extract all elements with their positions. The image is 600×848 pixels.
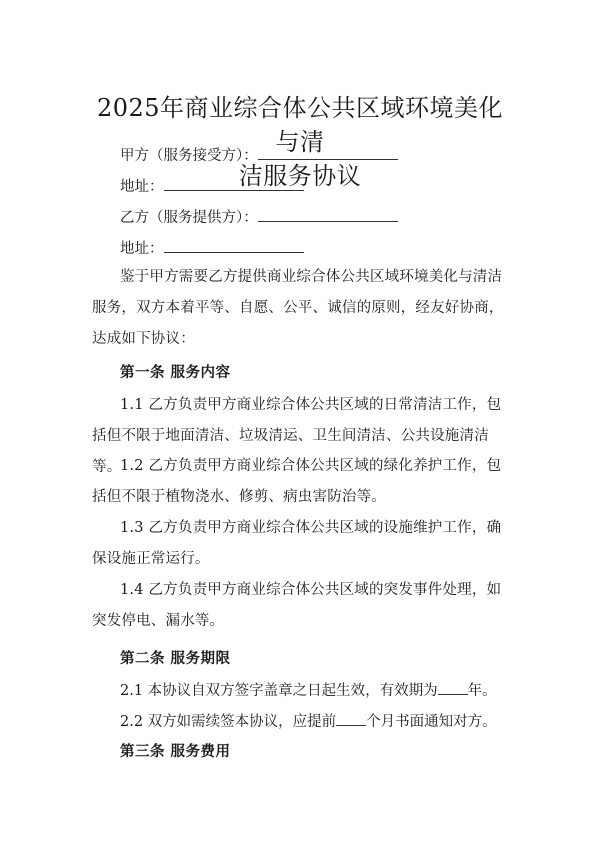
article-3-heading: 第三条 服务费用 [120, 743, 231, 760]
party-b-address-blank[interactable] [164, 238, 304, 253]
party-a-address-blank[interactable] [164, 176, 304, 191]
article-1-item-1: 1.1 乙方负责甲方商业综合体公共区域的日常清洁工作，包括但不限于地面清洁、垃圾清运、卫生间清洁、公共设施清洁等。 [92, 397, 502, 475]
article-2-item-2-suffix: 个月书面通知对方。 [366, 714, 497, 730]
title-line-1: 2025年商业综合体公共区域环境美化与清 [96, 94, 504, 157]
article-1-heading: 第一条 服务内容 [120, 364, 231, 381]
party-a-blank[interactable] [258, 145, 398, 160]
preamble-paragraph: 鉴于甲方需要乙方提供商业综合体公共区域环境美化与清洁服务，双方本着平等、自愿、公平、诚信的原则，经友好协商，达成如下协议： [92, 269, 504, 347]
notice-months-blank[interactable] [336, 711, 366, 726]
article-1-item-3: 1.3 乙方负责甲方商业综合体公共区域的设施维护工作，确保设施正常运行。 [92, 520, 502, 567]
article-2-item-1-suffix: 年。 [467, 683, 497, 699]
article-1-item-4: 1.4 乙方负责甲方商业综合体公共区域的突发事件处理，如突发停电、漏水等。 [92, 582, 502, 629]
article-2-item-2-text: 2.2 双方如需续签本协议，应提前 [120, 714, 337, 730]
validity-years-blank[interactable] [438, 680, 468, 695]
party-b-label: 乙方（服务提供方）： [120, 210, 258, 226]
article-1-item-2: 1.2 乙方负责甲方商业综合体公共区域的绿化养护工作，包括但不限于植物浇水、修剪、病虫害防治等。 [92, 458, 502, 505]
party-b-address-line [120, 238, 304, 259]
article-2-item-1-text: 2.1 本协议自双方签字盖章之日起生效，有效期为 [120, 683, 438, 699]
party-a-address-label: 地址： [120, 179, 164, 195]
article-2-item-2 [120, 711, 497, 732]
article-2-heading: 第二条 服务期限 [120, 650, 231, 667]
article-2-item-1 [120, 680, 497, 701]
party-b-blank[interactable] [258, 207, 398, 222]
party-b-address-label: 地址： [120, 241, 164, 257]
party-b-line [120, 207, 398, 228]
party-a-address-line [120, 176, 304, 197]
title-line-2: 洁服务协议 [238, 162, 362, 191]
party-a-line [120, 145, 398, 166]
party-a-label: 甲方（服务接受方）： [120, 148, 258, 164]
